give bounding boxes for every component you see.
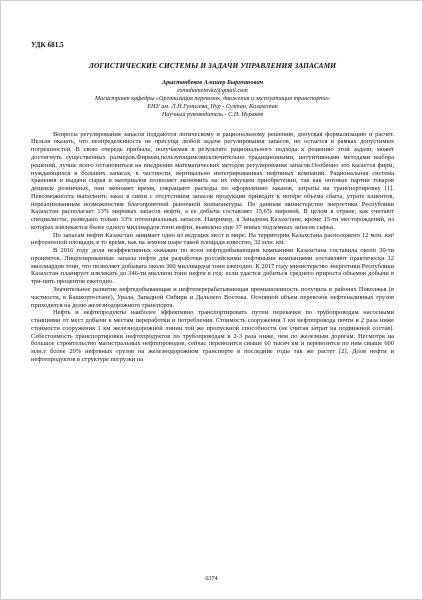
supervisor: Научный руководитель - С.Н. Нураков bbox=[161, 110, 264, 118]
author-affiliation: ЕНУ им. Л.Н.Гумилева, Нур - Султан, Казахстан bbox=[147, 102, 278, 110]
author-position: Магистрант кафедры «Организация перевозок, движения и эксплуатация транспорта» bbox=[95, 94, 330, 102]
paragraph-4: Значительное развитие нефтедобывающая и нефтеперерабатывающая промышленность получила в районах Поволжья (в частности, в Башкортостане), Урала, Западной Сибири и Дальнего Востока. Основной объем перевозок нефтеналивных грузов приходится на долю железнодорожного транспорта. bbox=[31, 286, 394, 309]
article-title: ЛОГИСТИЧЕСКИЕ СИСТЕМЫ И ЗАДАЧИ УПРАВЛЕНИЯ ЗАПАСАМИ bbox=[88, 61, 337, 70]
udk-code: УДК 681.5 bbox=[31, 41, 64, 49]
paragraph-5: Нефть и нефтепродукты наиболее эффективно транспортировать путем перекачки по трубопроводам насосными станциями от мест добычи к местам переработки и потребления. Стоимость сооружения 1 км нефтепровода почти в 2 раза ниже стоимости сооружения 1 км железнодорожной линии той же пропускной способности (не считая затрат на подвижной состав). Себестоимость транспортировки нефтепродуктов по трубопроводам в 2-3 раза ниже, чем по железным дорогам. Несмотря на большое строительство магистральных нефтепроводов, сейчас перевозится свыше 60 тысяч км и перевозится по ним свыше 600 млн.т более 20% нефтяных грузов на железнодорожном транспорте в последние годы так же растет [2]. Доля нефти и нефтепродуктов в структуре погрузки на bbox=[31, 309, 394, 363]
article-content bbox=[31, 61, 394, 364]
author-block bbox=[31, 79, 394, 119]
page-number: 6374 bbox=[205, 575, 218, 582]
paragraph-3: В 2016 году доля неэффективных скважин по всем нефтедобывающим компаниям Казахстана составила около 30-ти процентов. Лицензированные запасы нефти для разработки российскими нефтяными компаниями составляют практически 12 миллиардов тонн, что позволяет добывать около 300 миллиардов тонн ежегодно. К 2017 году министерство энергетики Республики Казахстан планирует извлекать до 346-ти миллион.тонн нефти в год: если удастся добиться среднего прироста объемов добычи в три-пять процентов ежегодно. bbox=[31, 247, 394, 286]
article-body bbox=[31, 131, 394, 364]
author-email: esmuhametovkz@gmail.com bbox=[177, 86, 248, 94]
paragraph-1: Вопросы регулирования запасов поддаются логическому и рациональному решению, допуская формализацию и расчет. Нельзя оказать, что неопределенность не присуща любой задаче регулирования запасов, но остается в рамках допустимых погрешностей. В свою очередь прибыль, получаемая в результате рационального подхода к решению этой задачи, может достигнуть существенных размеров.Фирмам,пользующимсяисключительно традиционными, интуитивными методами выбора решений, лучше всего остановиться на внедрении математических методов регулирования запасов.Особенно это касается фирм, нуждающихся в больших запасах, в частности, вертикально интегрированных нефтяных компаний. Рациональная система хранения и выдачи сырья и материалов позволяет экономить на их текущем приобретении, так как оптовые партии товаров дешевле розничных, они экономят время, сокращают расходы по оформлению заказов, затраты на транспортировку [1]. Невозможность выполнить заказ в связи с отсутствием запасов продукции приводит к потере объема сбыта, утрате клиентов, нереализованным возможностям благоприятной рыночной конъюнктуры. По данным министерство энергетики Республики Казахстан располагает 13% мировых запасов нефти, а ее добыча составляет 15,6% мировой. В целом в стране, как считают специалисты, разведано только 33% потенциальных запасов. Например, в Западном Казахстане, кроме 15-ти месторождений, из которых извлекается более одного миллиардов.тонн нефти, выявлено еще 37 новых подземных запасов сырья. bbox=[31, 130, 394, 231]
paragraph-2: По запасам нефти Казахстан занимает одно из ведущих мест в мире. На территории Казахстана расположено 12 млн. км² нефтеносной площади, в то время, как на земном шаре такой площади известно, 32 млн. км. bbox=[31, 231, 394, 247]
author-name: Арыстанбеков Алишер Быржанович bbox=[161, 79, 264, 86]
